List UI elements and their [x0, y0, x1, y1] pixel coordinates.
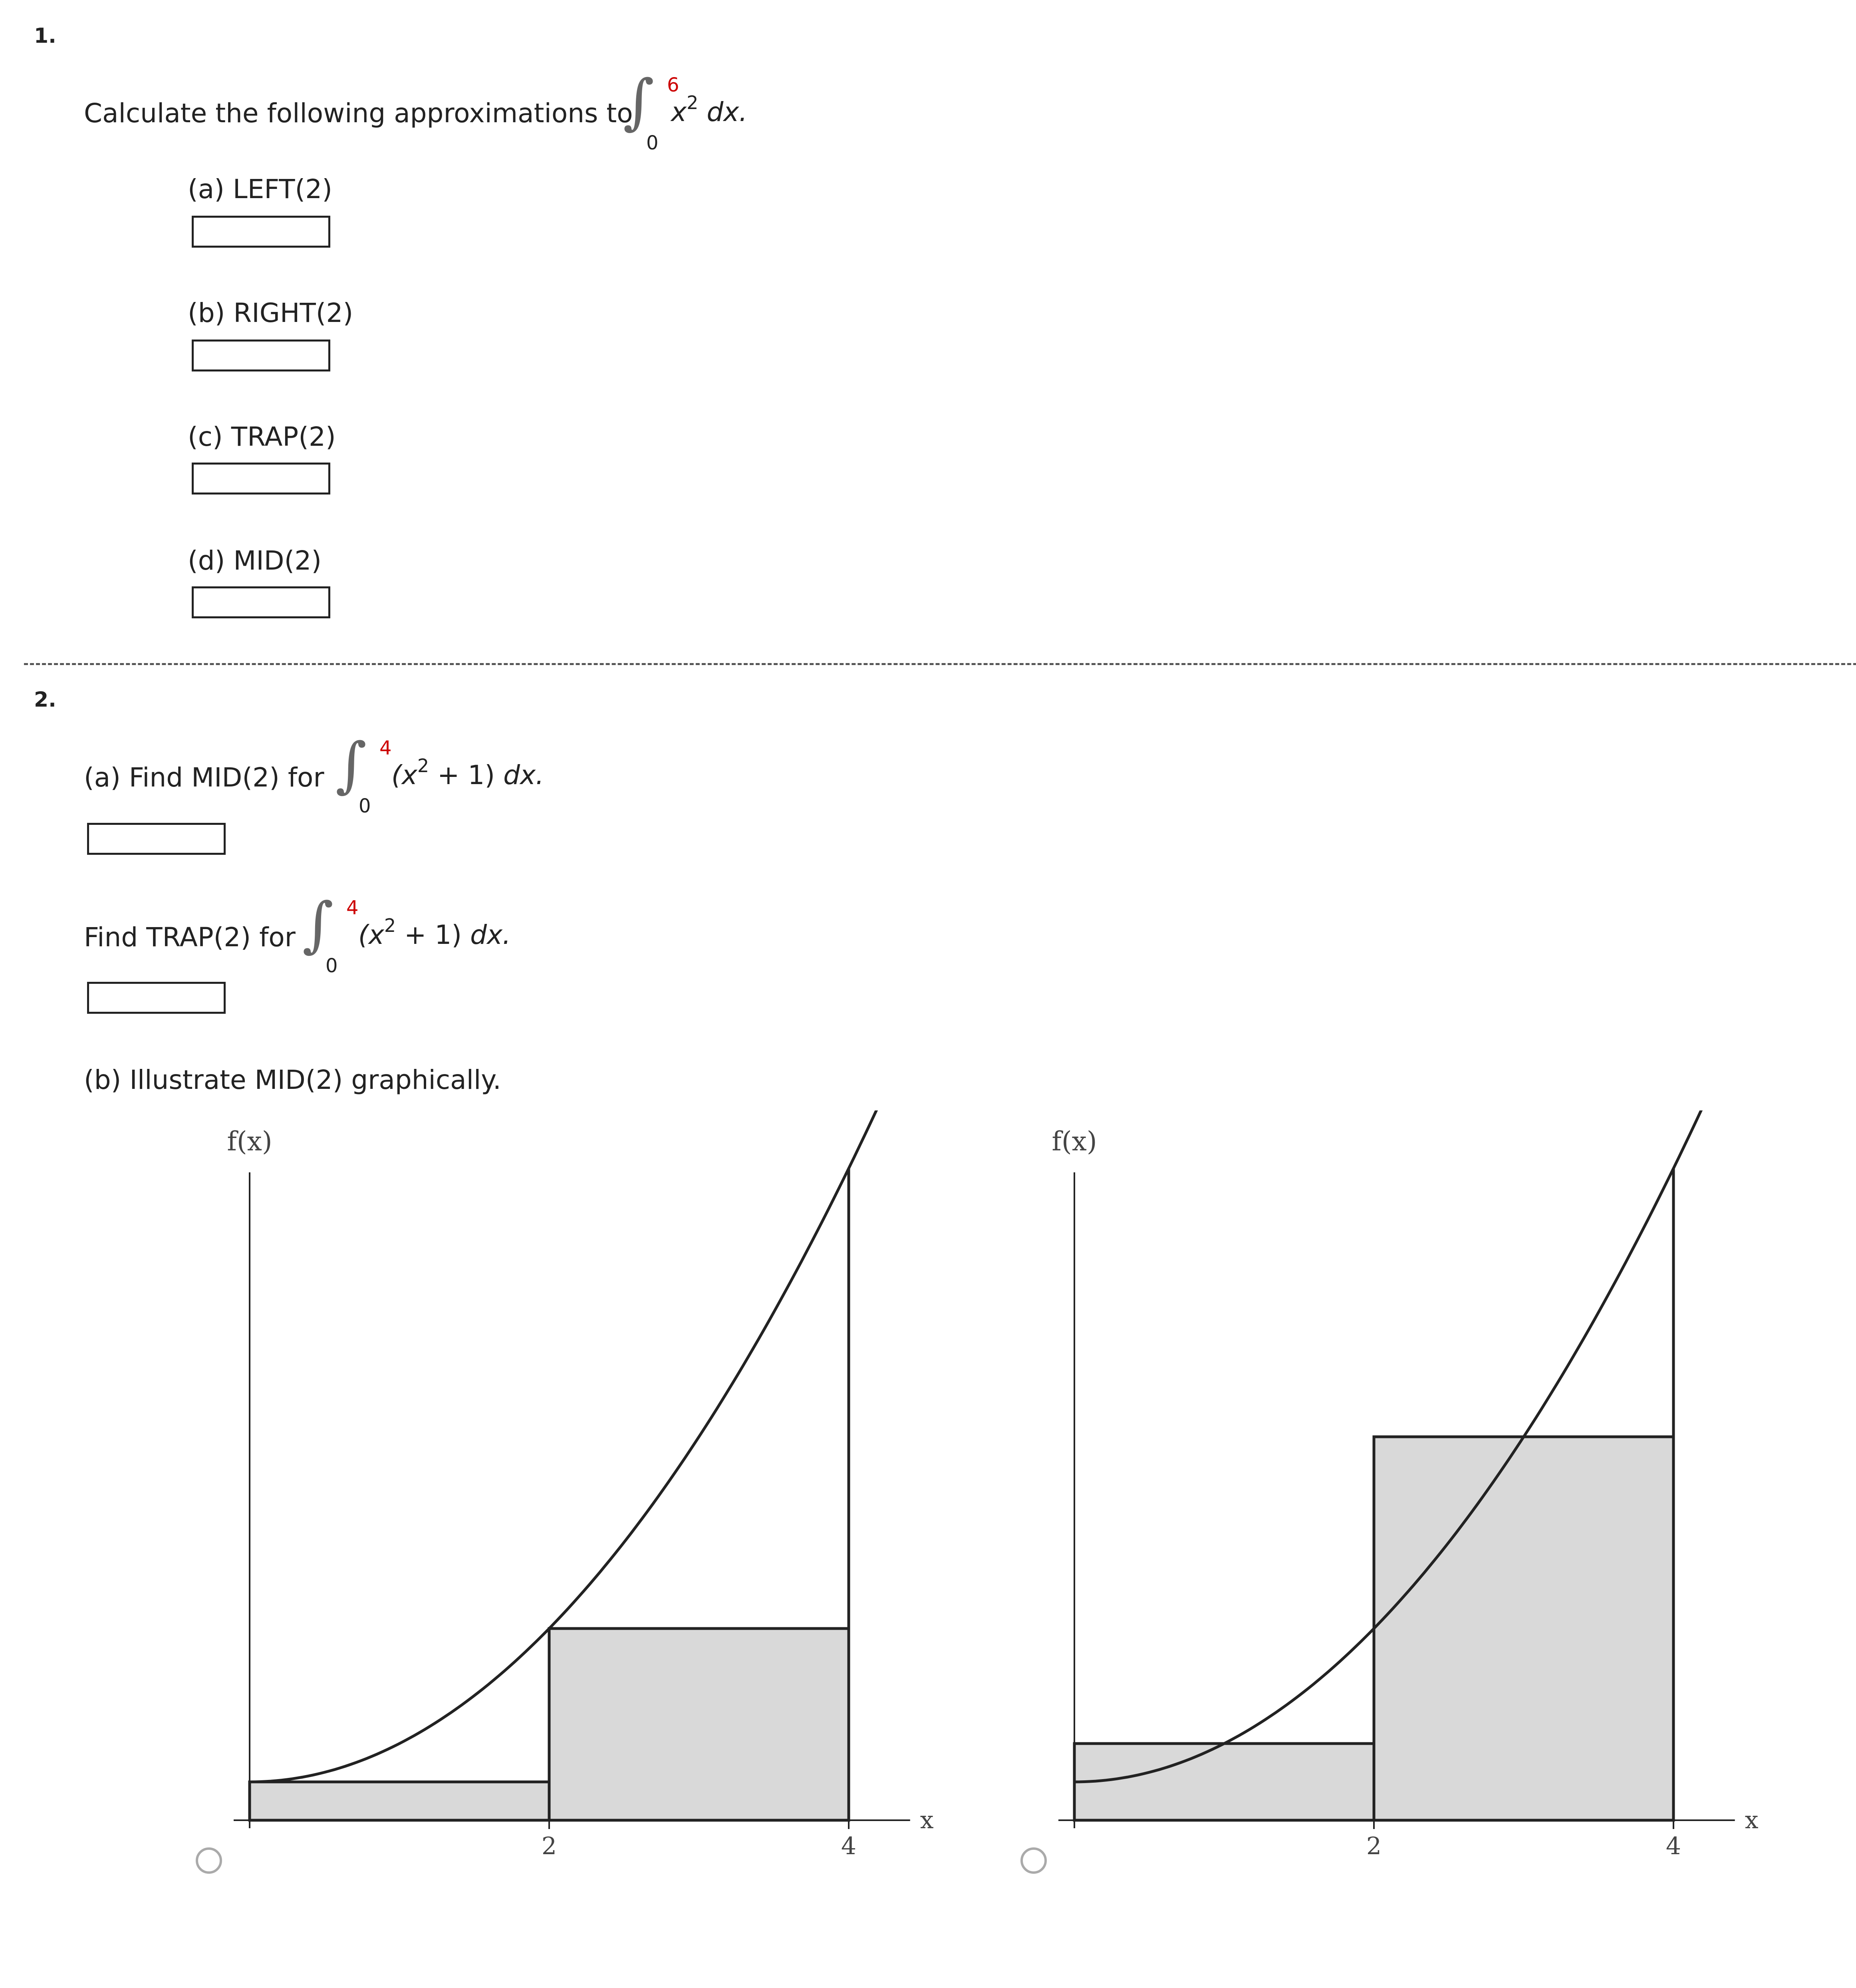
part-b-right-label: (b) RIGHT(2) — [188, 298, 353, 328]
question-2a-prompt: (a) Find MID(2) for — [84, 762, 324, 793]
mid2-graph-option-1 — [192, 1110, 959, 1881]
y-axis-label: f(x) — [1052, 1126, 1097, 1157]
x-tick-label-2: 2 — [541, 1832, 557, 1860]
part-d-mid-label: (d) MID(2) — [188, 545, 322, 576]
y-axis-label: f(x) — [227, 1126, 272, 1157]
question-1-prompt: Calculate the following approximations to — [84, 98, 633, 129]
trap2-prompt: Find TRAP(2) for — [84, 922, 296, 953]
integral-lower-limit: 0 — [326, 955, 338, 977]
integral-sign: ∫ — [302, 890, 334, 959]
integral-lower-limit: 0 — [359, 795, 371, 817]
integrand: $(x^2 + 1)$ dx. — [358, 915, 511, 950]
trap2-answer-input[interactable] — [192, 463, 330, 495]
integral-upper-limit: 4 — [346, 897, 359, 919]
rectangle-2 — [1374, 1437, 1673, 1820]
integrand: $(x^2 + 1)$ dx. — [391, 755, 544, 790]
mid2-graph-option-2 — [1016, 1110, 1783, 1881]
question-2a-integral — [335, 730, 583, 827]
mid2-answer-input[interactable] — [192, 586, 330, 618]
x-axis-label: x — [920, 1806, 934, 1834]
integral-upper-limit: 6 — [667, 74, 679, 96]
integral-sign: ∫ — [623, 67, 655, 137]
graph-option-2-radio[interactable] — [1020, 1847, 1047, 1874]
x-tick-label-4: 4 — [1665, 1832, 1681, 1860]
question-divider — [24, 663, 1856, 665]
question-2b-prompt: (b) Illustrate MID(2) graphically. — [84, 1065, 501, 1095]
rectangle-1 — [250, 1782, 549, 1820]
trap2-integral-answer-input[interactable] — [87, 982, 226, 1014]
mid2-integral-answer-input[interactable] — [87, 823, 226, 855]
left2-answer-input[interactable] — [192, 216, 330, 248]
question-1-number: 1. — [34, 24, 56, 48]
x-axis-label: x — [1745, 1806, 1759, 1834]
question-2-number: 2. — [34, 688, 56, 712]
integral-lower-limit: 0 — [646, 132, 659, 154]
integrand: $x^2$ dx. — [671, 92, 748, 127]
trap2-integral — [302, 890, 550, 987]
rectangle-1 — [1074, 1744, 1374, 1820]
right2-answer-input[interactable] — [192, 340, 330, 371]
integral-sign: ∫ — [335, 730, 367, 800]
part-a-left-label: (a) LEFT(2) — [188, 174, 333, 205]
rectangle-2 — [549, 1629, 849, 1820]
part-c-trap-label: (c) TRAP(2) — [188, 421, 336, 452]
graph-option-1-radio[interactable] — [196, 1847, 222, 1874]
x-tick-label-2: 2 — [1366, 1832, 1382, 1860]
x-tick-label-4: 4 — [841, 1832, 857, 1860]
integral-upper-limit: 4 — [379, 737, 392, 759]
question-1-integral — [623, 67, 783, 164]
